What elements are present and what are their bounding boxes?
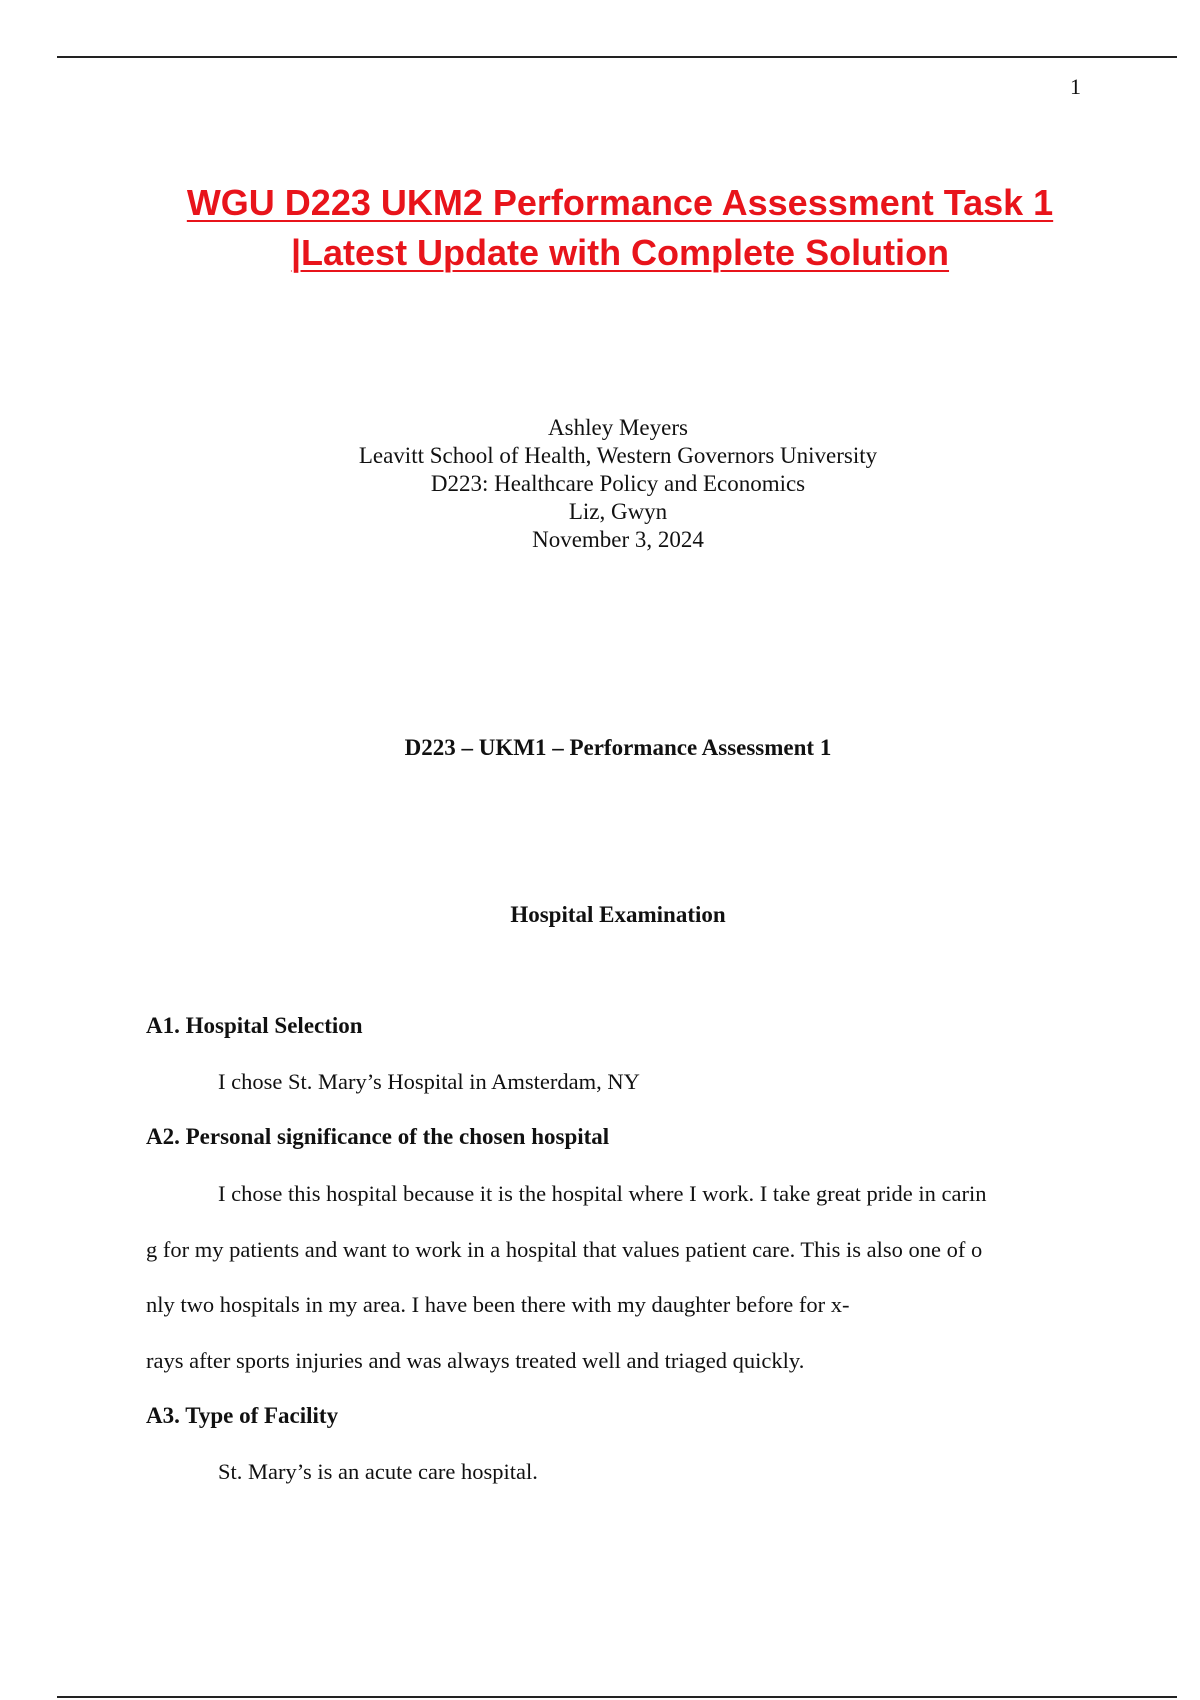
- paragraph-line: nly two hospitals in my area. I have been there with my daughter before for x-: [146, 1292, 850, 1317]
- footer-rule: [57, 1696, 1177, 1698]
- section-heading-a2: A2. Personal significance of the chosen hospital: [146, 1124, 610, 1149]
- assessment-heading: D223 – UKM1 – Performance Assessment 1: [404, 735, 832, 760]
- paragraph-line: g for my patients and want to work in a hospital that values patient care. This is also one of o: [146, 1237, 983, 1262]
- course-name: D223: Healthcare Policy and Economics: [430, 471, 806, 496]
- section-heading-a3: A3. Type of Facility: [146, 1403, 339, 1428]
- document-title-line-1: WGU D223 UKM2 Performance Assessment Task 1: [186, 182, 1054, 223]
- submission-date: November 3, 2024: [532, 527, 704, 552]
- document-title-line-2: |Latest Update with Complete Solution: [290, 232, 950, 273]
- paragraph-line: St. Mary’s is an acute care hospital.: [218, 1459, 538, 1484]
- section-title: Hospital Examination: [510, 902, 726, 927]
- author-name: Ashley Meyers: [548, 415, 688, 440]
- header-rule: [57, 56, 1177, 58]
- title-page-block: [0, 414, 1200, 554]
- instructor-name: Liz, Gwyn: [568, 499, 668, 524]
- paragraph-line: I chose this hospital because it is the hospital where I work. I take great pride in carin: [218, 1181, 987, 1206]
- institution: Leavitt School of Health, Western Governors University: [358, 443, 878, 468]
- section-heading-a1: A1. Hospital Selection: [146, 1013, 363, 1038]
- paragraph-line: rays after sports injuries and was always treated well and triaged quickly.: [146, 1348, 805, 1373]
- document-title: [0, 178, 1200, 278]
- paragraph-line: I chose St. Mary’s Hospital in Amsterdam, NY: [218, 1069, 640, 1094]
- page-number: 1: [1070, 74, 1081, 99]
